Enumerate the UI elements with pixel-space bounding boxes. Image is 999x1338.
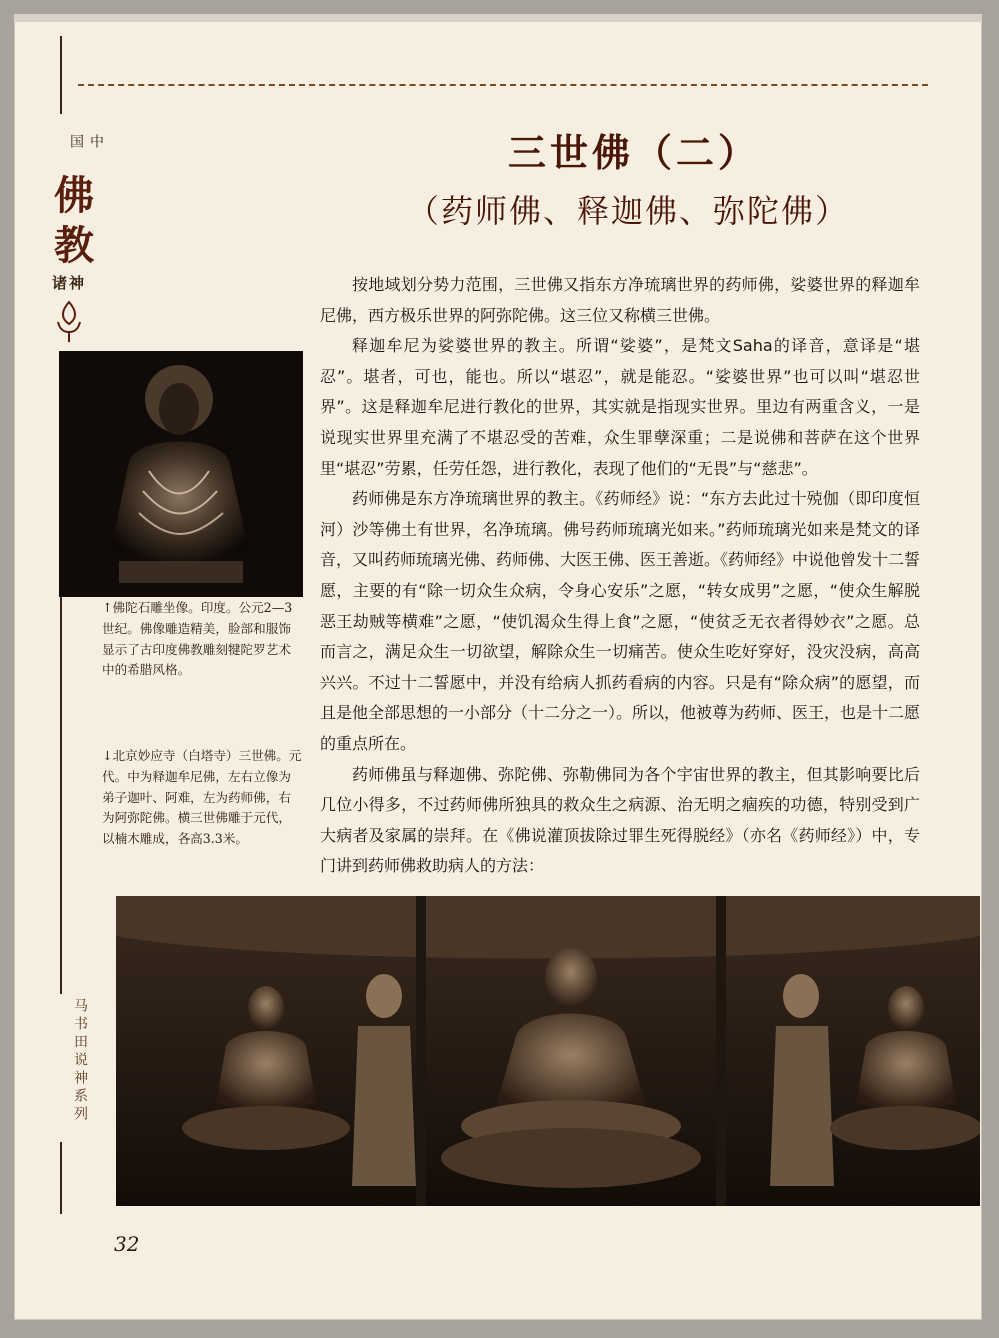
three-buddhas-hall-photo xyxy=(116,896,980,1206)
caption-three-buddhas: ↓北京妙应寺（白塔寺）三世佛。元代。中为释迦牟尼佛，左右立像为弟子迦叶、阿难，左为药师佛，右为阿弥陀佛。横三世佛雕于元代，以楠木雕成，各高3.3米。 xyxy=(102,748,302,847)
page-frame-top xyxy=(14,14,982,22)
paragraph: 药师佛虽与释迦佛、弥陀佛、弥勒佛同为各个宇宙世界的教主，但其影响要比后几位小得多，不过药师佛所独具的救众生之病源、治无明之痼疾的功德，特别受到广大病者及家属的崇拜。在《佛说灌顶拔除过罪生死得脱经》（亦名《药师经》）中，专门讲到药师佛救助病人的方法： xyxy=(320,764,920,876)
page-subtitle: （药师佛、释迦佛、弥陀佛） xyxy=(406,192,849,230)
series-small-text: 中国 xyxy=(68,134,104,150)
paragraph: 释迦牟尼为娑婆世界的教主。所谓“娑婆”，是梵文Saha的译音，意译是“堪忍”。堪者，可也，能也。所以“堪忍”，就是能忍。“娑婆世界”也可以叫“堪忍世界”。这是释迦牟尼进行教化的世界，其实就是指现实世界。里边有两重含义，一是说现实世界里充满了不堪忍受的苦难，众生罪孽深重；二是说佛和菩萨在这个世界里“堪忍”劳累，任劳任怨，进行教化，表现了他们的“无畏”与“慈悲”。 xyxy=(320,336,920,478)
book-page xyxy=(14,14,982,1320)
series-big-char-2: 教 xyxy=(54,222,94,269)
lotus-ornament-icon xyxy=(54,300,84,344)
paragraph: 按地域划分势力范围，三世佛又指东方净琉璃世界的药师佛，娑婆世界的释迦牟尼佛，西方极乐世界的阿弥陀佛。这三位又称横三世佛。 xyxy=(320,275,920,325)
margin-rule-top xyxy=(60,36,62,114)
margin-rule-bottom xyxy=(60,1142,62,1214)
series-big-char-1: 佛 xyxy=(54,172,94,219)
paragraph: 药师佛是东方净琉璃世界的教主。《药师经》说：“东方去此过十殑伽（即印度恒河）沙等佛土有世界，名净琉璃。佛号药师琉璃光如来。”药师琉璃光如来是梵文的译音，又叫药师琉璃光佛、药师佛、大医王佛、医王善逝。《药师经》中说他曾发十二誓愿，主要的有“除一切众生众病，令身心安乐”之愿，“转女成男”之愿，“使众生解脱恶王劫贼等横难”之愿，“使饥渴众生得上食”之愿，“使贫乏无衣者得妙衣”之愿。总而言之，满足众生一切欲望，解除众生一切痛苦。使众生吃好穿好，没灾没病，高高兴兴。不过十二誓愿中，并没有给病人抓药看病的内容。只是有“除众病”的愿望，而且是他全部思想的一小部分（十二分之一）。所以，他被尊为药师、医王，也是十二愿的重点所在。 xyxy=(320,489,921,753)
three-buddhas-image xyxy=(116,896,980,1206)
page-number: 32 xyxy=(114,1232,140,1256)
header-dashed-rule xyxy=(78,84,928,86)
series-subtitle: 诸神 xyxy=(52,274,87,292)
page-title: 三世佛（二） xyxy=(507,131,760,175)
seated-buddha-image xyxy=(59,351,303,597)
book-series-name: 马书田说神系列 xyxy=(72,998,88,1124)
caption-seated-buddha: ↑佛陀石雕坐像。印度。公元2—3世纪。佛像雕造精美，脸部和服饰显示了古印度佛教雕刻犍陀罗艺术中的希腊风格。 xyxy=(102,600,293,678)
body-text xyxy=(320,270,920,882)
seated-buddha-photo xyxy=(59,351,303,597)
